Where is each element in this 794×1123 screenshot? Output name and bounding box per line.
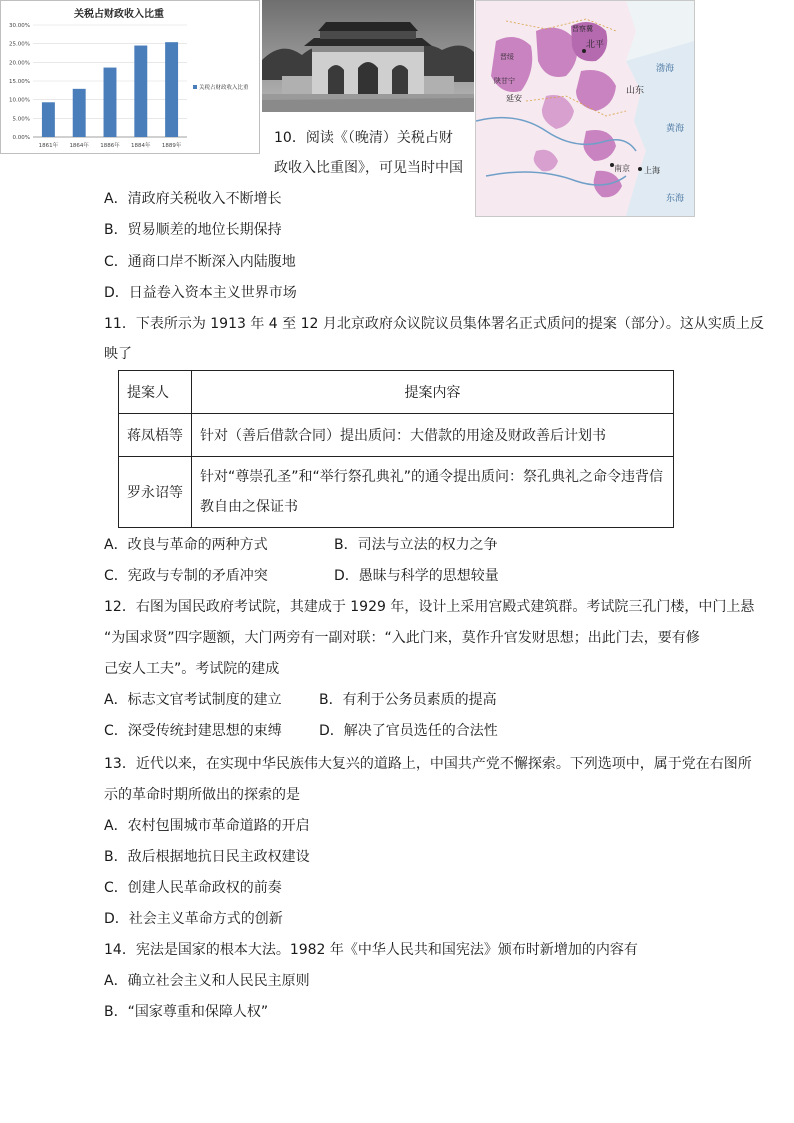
q12-option-c[interactable]: C．深受传统封建思想的束缚 xyxy=(104,723,282,739)
q11-option-b[interactable]: B．司法与立法的权力之争 xyxy=(334,537,498,553)
q12-option-d[interactable]: D．解决了官员选任的合法性 xyxy=(319,723,498,739)
q10-stem-line2: 政收入比重图》，可见当时中国 xyxy=(274,160,463,176)
q11-option-a[interactable]: A．改良与革命的两种方式 xyxy=(104,537,268,553)
q14-option-a[interactable]: A．确立社会主义和人民民主原则 xyxy=(104,973,310,989)
q10-option-d[interactable]: D．日益卷入资本主义世界市场 xyxy=(104,285,297,301)
map-label: 南京 xyxy=(614,164,630,173)
q10-option-a[interactable]: A．清政府关税收入不断增长 xyxy=(104,191,282,207)
table-header-row xyxy=(119,371,674,414)
y-tick-label: 10.00% xyxy=(9,97,30,104)
table-row xyxy=(119,457,674,528)
y-tick-label: 20.00% xyxy=(9,60,30,67)
q13-option-c[interactable]: C．创建人民革命政权的前奏 xyxy=(104,880,282,896)
q14-option-b[interactable]: B．“国家尊重和保障人权” xyxy=(104,1004,269,1020)
y-tick-label: 15.00% xyxy=(9,79,30,85)
proposal-table xyxy=(118,370,674,528)
y-tick-label: 25.00% xyxy=(9,41,30,48)
exam-yuan-photo xyxy=(262,0,474,112)
map-label: 山东 xyxy=(626,86,645,96)
tariff-ratio-chart xyxy=(0,0,260,154)
table-header-cell: 提案人 xyxy=(119,371,192,414)
y-tick-label: 0.00% xyxy=(12,135,30,141)
map-label: 晋绥 xyxy=(500,53,514,61)
q10-stem-line1: 10．阅读《（晚清）关税占财 xyxy=(274,130,453,146)
chart-bar xyxy=(134,46,147,137)
x-tick-label: 1864年 xyxy=(69,143,89,149)
chart-bar xyxy=(165,42,178,137)
q12-stem-line3: 己安人工夫”。考试院的建成 xyxy=(104,661,280,677)
x-tick-label: 1884年 xyxy=(131,143,151,149)
chart-svg xyxy=(1,1,259,153)
q13-stem-line2: 示的革命时期所做出的探索的是 xyxy=(104,787,300,803)
q11-stem-line2: 映了 xyxy=(104,346,132,362)
q13-option-b[interactable]: B．敌后根据地抗日民主政权建设 xyxy=(104,849,310,865)
q12-stem-line2: “为国求贤”四字题额，大门两旁有一副对联：“入此门来，莫作升官发财思想；出此门去，要有修 xyxy=(104,630,700,646)
table-row xyxy=(119,414,674,457)
map-label: 上海 xyxy=(644,166,660,175)
table-header-cell: 提案内容 xyxy=(192,371,674,414)
chart-bar xyxy=(104,68,117,137)
map-label: 渤海 xyxy=(656,64,675,74)
y-tick-label: 5.00% xyxy=(12,116,30,123)
legend-label: 关税占财政收入比重 xyxy=(199,85,249,91)
x-tick-label: 1861年 xyxy=(38,143,59,149)
map-label: 晋察冀 xyxy=(572,25,593,33)
base-area-map xyxy=(475,0,695,217)
q10-option-c[interactable]: C．通商口岸不断深入内陆腹地 xyxy=(104,254,296,270)
q11-option-d[interactable]: D．愚昧与科学的思想较量 xyxy=(334,568,499,584)
q12-stem-line1: 12．右图为国民政府考试院，其建成于 1929 年，设计上采用宫殿式建筑群。考试院三孔门楼，中门上悬 xyxy=(104,599,755,615)
q12-option-a[interactable]: A．标志文官考试制度的建立 xyxy=(104,692,282,708)
chart-title: 关税占财政收入比重 xyxy=(74,9,164,20)
map-label: 东海 xyxy=(666,194,685,204)
q14-stem-line1: 14．宪法是国家的根本大法。1982 年《中华人民共和国宪法》颁布时新增加的内容有 xyxy=(104,942,638,958)
chart-bar xyxy=(73,89,86,137)
q11-option-c[interactable]: C．宪政与专制的矛盾冲突 xyxy=(104,568,268,584)
table-cell: 蒋凤梧等 xyxy=(119,414,192,457)
y-tick-label: 30.00% xyxy=(9,23,30,29)
chart-bar xyxy=(42,102,55,137)
map-label: 黄海 xyxy=(666,124,685,134)
x-tick-label: 1886年 xyxy=(100,143,120,149)
table-cell: 针对“尊崇孔圣”和“举行祭孔典礼”的通令提出质问：祭孔典礼之命令违背信教自由之保证书 xyxy=(192,457,674,528)
q10-option-b[interactable]: B．贸易顺差的地位长期保持 xyxy=(104,222,282,238)
map-label: 陕甘宁 xyxy=(494,77,515,85)
q12-option-b[interactable]: B．有利于公务员素质的提高 xyxy=(319,692,497,708)
legend-swatch xyxy=(193,85,197,89)
map-label: 北平 xyxy=(586,40,605,50)
table-cell: 针对（善后借款合同）提出质问：大借款的用途及财政善后计划书 xyxy=(192,414,674,457)
q13-option-a[interactable]: A．农村包围城市革命道路的开启 xyxy=(104,818,310,834)
x-tick-label: 1889年 xyxy=(161,143,182,149)
q13-option-d[interactable]: D．社会主义革命方式的创新 xyxy=(104,911,283,927)
q13-stem-line1: 13．近代以来，在实现中华民族伟大复兴的道路上，中国共产党不懈探索。下列选项中，属于党在右图所 xyxy=(104,756,752,772)
map-label: 延安 xyxy=(506,94,522,103)
table-cell: 罗永诏等 xyxy=(119,457,192,528)
q11-stem-line1: 11．下表所示为 1913 年 4 至 12 月北京政府众议院议员集体署名正式质问的提案（部分）。这从实质上反 xyxy=(104,316,764,332)
